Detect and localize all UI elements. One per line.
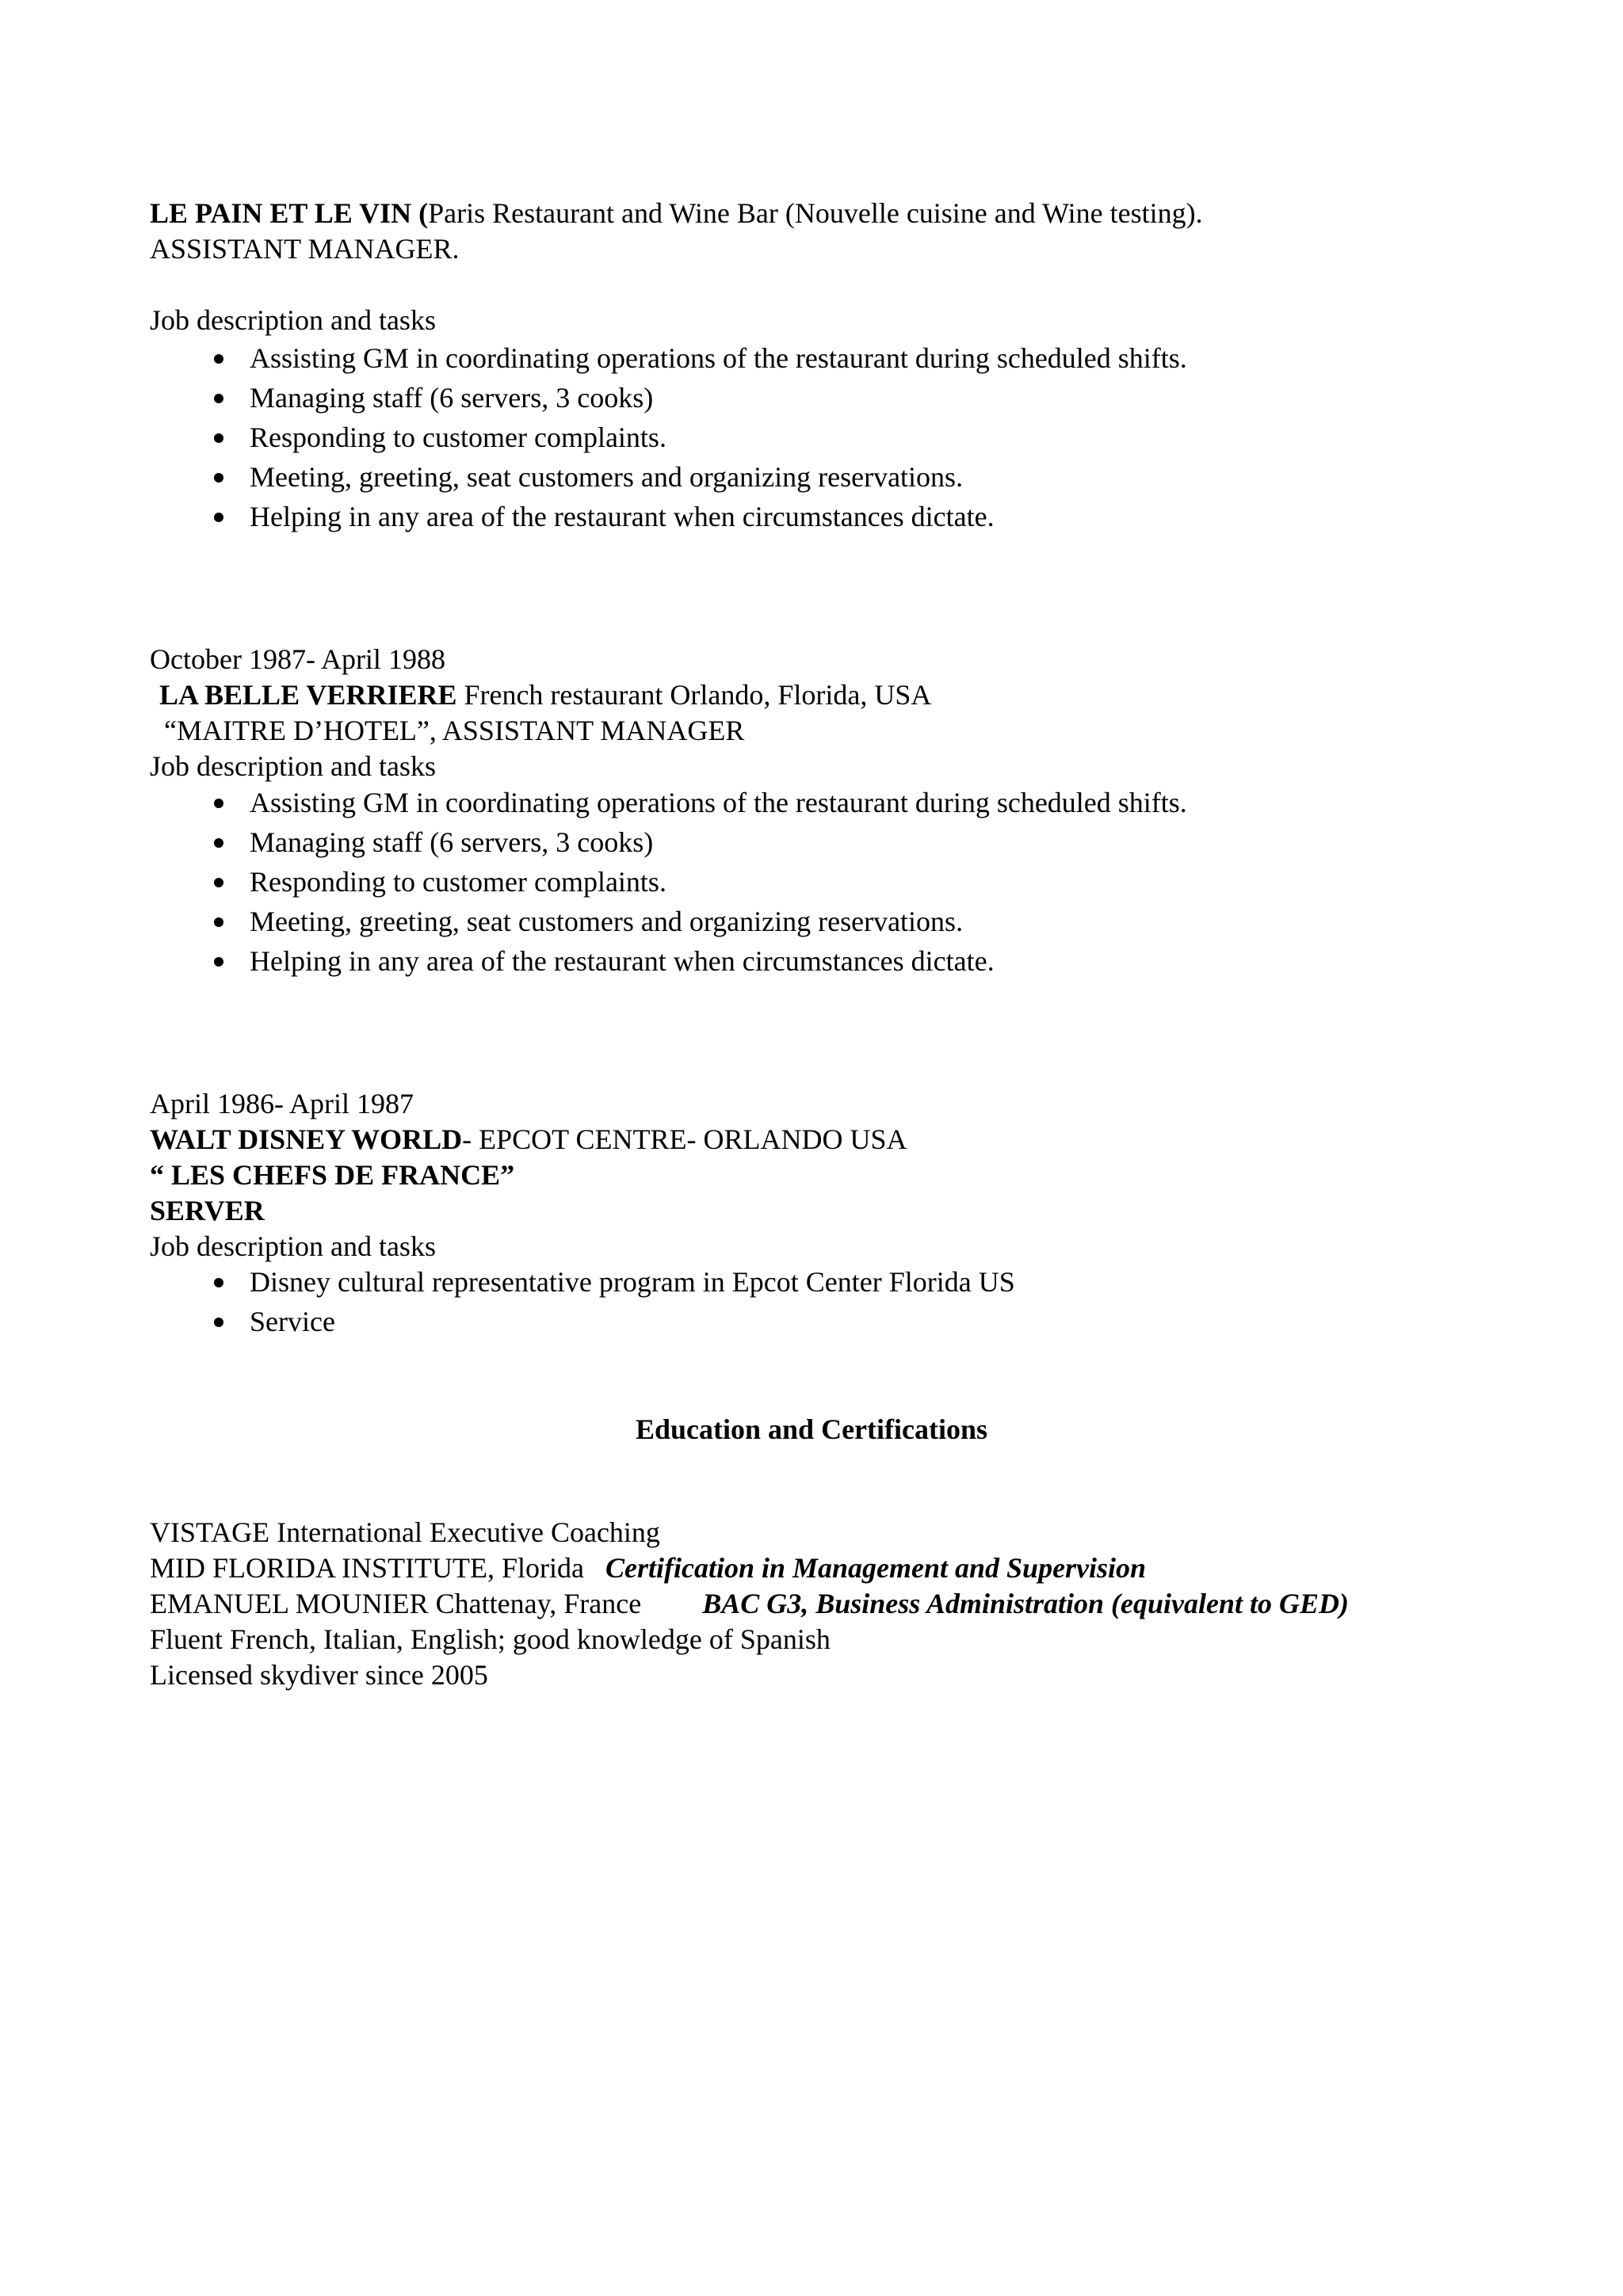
education-line-text: VISTAGE International Executive Coaching <box>150 1516 660 1548</box>
job3-title-text: SERVER <box>150 1195 265 1226</box>
task-text: Responding to customer complaints. <box>250 421 666 453</box>
job3-employer: WALT DISNEY WORLD <box>150 1123 463 1155</box>
job3-tasks-heading: Job description and tasks <box>150 1230 436 1262</box>
job3-venue <box>150 1161 514 1189</box>
education-line <box>150 1554 1146 1582</box>
job3-venue-text: “ LES CHEFS DE FRANCE” <box>150 1159 515 1191</box>
job1-employer: LE PAIN ET LE VIN ( <box>150 197 429 229</box>
list-item <box>214 344 1187 372</box>
bullet-icon <box>214 433 223 443</box>
bullet-icon <box>214 957 223 967</box>
task-text: Responding to customer complaints. <box>250 866 666 898</box>
bullet-icon <box>214 513 223 522</box>
education-line-text: Licensed skydiver since 2005 <box>150 1659 488 1691</box>
list-item <box>214 1268 1015 1296</box>
task-text: Disney cultural representative program in Epcot Center Florida US <box>250 1266 1015 1298</box>
list-item <box>214 463 963 491</box>
education-line-text: MID FLORIDA INSTITUTE, Florida <box>150 1552 584 1584</box>
task-text: Service <box>250 1306 335 1337</box>
bullet-icon <box>214 1278 223 1287</box>
task-text: Managing staff (6 servers, 3 cooks) <box>250 382 654 414</box>
task-text: Meeting, greeting, seat customers and organizing reservations. <box>250 461 964 493</box>
education-line <box>150 1625 831 1653</box>
list-item <box>214 947 995 975</box>
task-text: Meeting, greeting, seat customers and organizing reservations. <box>250 906 964 937</box>
job1-employer-desc: Paris Restaurant and Wine Bar (Nouvelle cuisine and Wine testing). <box>428 197 1203 229</box>
task-text: Managing staff (6 servers, 3 cooks) <box>250 826 654 858</box>
job2-employer: LA BELLE VERRIERE <box>159 679 457 711</box>
list-item <box>214 907 963 936</box>
task-text: Helping in any area of the restaurant when circumstances dictate. <box>250 945 995 977</box>
education-line-detail: BAC G3, Business Administration (equivalent to GED) <box>702 1588 1350 1619</box>
education-line <box>150 1518 660 1547</box>
list-item <box>214 828 653 856</box>
job2-dates: October 1987- April 1988 <box>150 643 445 675</box>
list-item <box>214 868 666 896</box>
bullet-icon <box>214 473 223 482</box>
task-text: Assisting GM in coordinating operations of the restaurant during scheduled shifts. <box>250 787 1187 818</box>
task-text: Assisting GM in coordinating operations of the restaurant during scheduled shifts. <box>250 342 1187 374</box>
education-line-text: Fluent French, Italian, English; good knowledge of Spanish <box>150 1623 831 1655</box>
job2-employer-desc: French restaurant Orlando, Florida, USA <box>456 679 932 711</box>
job2-employer-line <box>159 681 931 709</box>
list-item <box>214 502 995 531</box>
job1-employer-line <box>150 199 1203 227</box>
bullet-icon <box>214 838 223 848</box>
list-item <box>214 383 653 412</box>
job3-title <box>150 1196 265 1225</box>
job1-tasks-heading: Job description and tasks <box>150 304 436 336</box>
list-item <box>214 423 666 452</box>
job2-title: “MAITRE D’HOTEL”, ASSISTANT MANAGER <box>164 715 745 746</box>
bullet-icon <box>214 917 223 927</box>
bullet-icon <box>214 394 223 403</box>
bullet-icon <box>214 354 223 364</box>
job3-employer-line <box>150 1125 907 1154</box>
education-heading: Education and Certifications <box>635 1413 988 1445</box>
education-line-text: EMANUEL MOUNIER Chattenay, France <box>150 1588 642 1619</box>
bullet-icon <box>214 799 223 808</box>
list-item <box>214 788 1187 817</box>
education-line <box>150 1661 488 1689</box>
bullet-icon <box>214 878 223 887</box>
job3-employer-desc: - EPCOT CENTRE- ORLANDO USA <box>462 1123 907 1155</box>
job2-tasks-heading: Job description and tasks <box>150 750 436 782</box>
list-item <box>214 1307 335 1336</box>
task-text: Helping in any area of the restaurant when circumstances dictate. <box>250 501 995 532</box>
job1-title: ASSISTANT MANAGER. <box>150 233 460 265</box>
education-line-detail: Certification in Management and Supervision <box>605 1552 1147 1584</box>
bullet-icon <box>214 1318 223 1327</box>
education-line <box>150 1589 1349 1618</box>
job3-dates: April 1986- April 1987 <box>150 1088 414 1119</box>
